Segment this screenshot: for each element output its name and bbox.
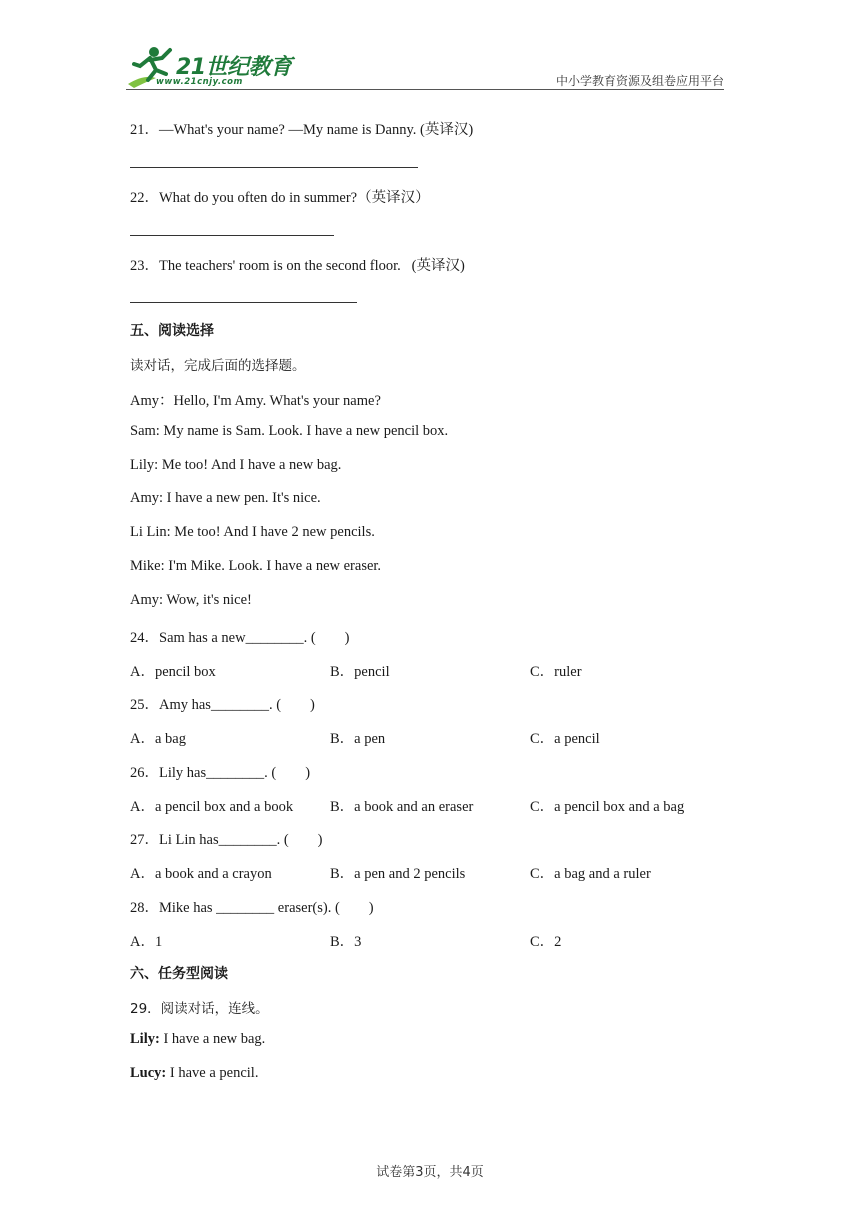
page-footer: 试卷第3页，共4页 bbox=[376, 1165, 484, 1180]
question-21: 21．—What's your name? —My name is Danny. (英译汉) bbox=[130, 122, 474, 138]
section-title-task-reading: 六、任务型阅读 bbox=[130, 966, 228, 982]
option-b[interactable]: B．a pen and 2 pencils bbox=[330, 866, 466, 882]
option-c[interactable]: C．a pencil box and a bag bbox=[530, 799, 685, 815]
dialogue-line: Amy：Hello, I'm Amy. What's your name? bbox=[130, 393, 381, 409]
option-c[interactable]: C．2 bbox=[530, 934, 562, 950]
answer-line-21[interactable] bbox=[130, 167, 418, 168]
option-a[interactable]: A．a book and a crayon bbox=[130, 866, 272, 882]
question-28: 28．Mike has ________ eraser(s). ( ) bbox=[130, 900, 374, 916]
speaker-text: I have a pencil. bbox=[166, 1065, 259, 1081]
option-b[interactable]: B．3 bbox=[330, 934, 362, 950]
answer-line-22[interactable] bbox=[130, 235, 334, 236]
option-a[interactable]: A．pencil box bbox=[130, 664, 216, 680]
dialogue-line: Sam: My name is Sam. Look. I have a new pencil box. bbox=[130, 423, 449, 439]
option-c[interactable]: C．a pencil bbox=[530, 731, 600, 747]
speaker-name: Lily: bbox=[130, 1031, 160, 1047]
header-divider bbox=[126, 89, 724, 90]
question-27: 27．Li Lin has________. ( ) bbox=[130, 832, 323, 848]
question-29: 29．阅读对话，连线。 bbox=[130, 1001, 269, 1017]
option-c[interactable]: C．a bag and a ruler bbox=[530, 866, 651, 882]
speaker-name: Lucy: bbox=[130, 1065, 167, 1081]
answer-line-23[interactable] bbox=[130, 302, 357, 303]
question-22: 22．What do you often do in summer?（英译汉） bbox=[130, 190, 430, 206]
option-b[interactable]: B．a book and an eraser bbox=[330, 799, 474, 815]
question-24: 24．Sam has a new________. ( ) bbox=[130, 630, 350, 646]
dialogue-line: Mike: I'm Mike. Look. I have a new eraser. bbox=[130, 558, 382, 574]
option-b[interactable]: B．pencil bbox=[330, 664, 390, 680]
task-line bbox=[130, 1031, 265, 1048]
option-a[interactable]: A．1 bbox=[130, 934, 163, 950]
dialogue-line: Amy: I have a new pen. It's nice. bbox=[130, 490, 321, 506]
speaker-text: I have a new bag. bbox=[159, 1031, 266, 1047]
question-25: 25．Amy has________. ( ) bbox=[130, 697, 315, 713]
question-26: 26．Lily has________. ( ) bbox=[130, 765, 311, 781]
option-b[interactable]: B．a pen bbox=[330, 731, 386, 747]
option-c[interactable]: C．ruler bbox=[530, 664, 582, 680]
option-a[interactable]: A．a bag bbox=[130, 731, 186, 747]
dialogue-line: Li Lin: Me too! And I have 2 new pencils. bbox=[130, 524, 375, 540]
section-instruction: 读对话，完成后面的选择题。 bbox=[130, 358, 306, 374]
platform-name: 中小学教育资源及组卷应用平台 bbox=[555, 74, 724, 88]
question-23: 23．The teachers' room is on the second floor. (英译汉) bbox=[130, 258, 465, 274]
task-line bbox=[130, 1065, 258, 1082]
logo bbox=[126, 44, 296, 90]
logo-text: 21世纪教育 bbox=[176, 55, 292, 80]
dialogue-line: Amy: Wow, it's nice! bbox=[130, 592, 252, 608]
logo-url: www.21cnjy.com bbox=[156, 77, 243, 87]
section-title-reading-choice: 五、阅读选择 bbox=[130, 323, 214, 339]
dialogue-line: Lily: Me too! And I have a new bag. bbox=[130, 457, 342, 473]
option-a[interactable]: A．a pencil box and a book bbox=[130, 799, 294, 815]
page-header bbox=[126, 44, 724, 90]
